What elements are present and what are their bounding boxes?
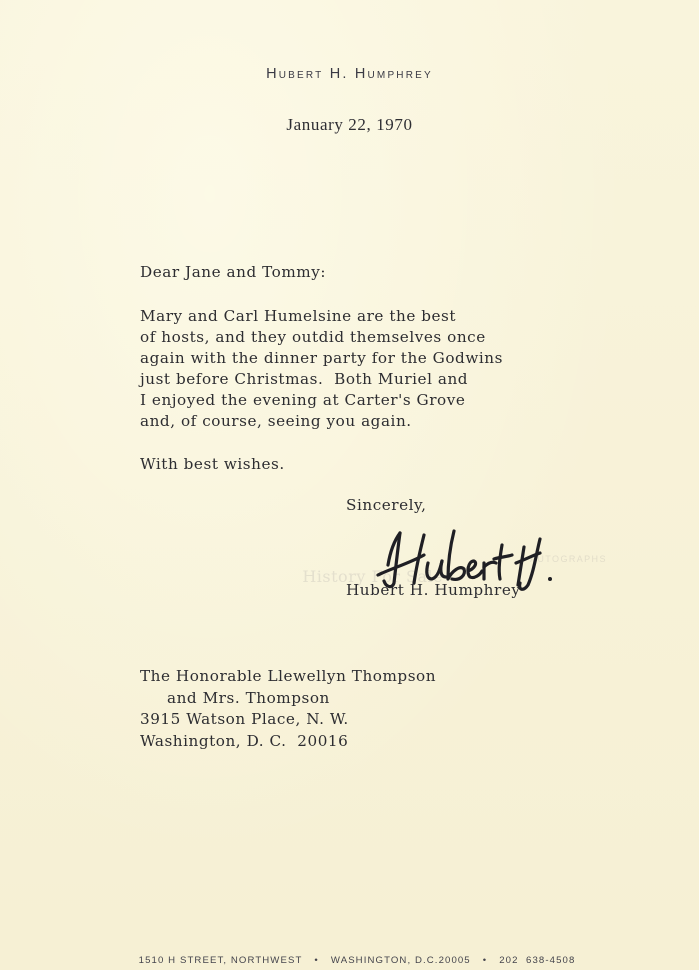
watermark-small: AUTOGRAPHS — [530, 554, 607, 564]
address-line-2: and Mrs. Thompson — [167, 688, 330, 707]
closing-line: With best wishes. — [140, 455, 285, 473]
address-line-1: The Honorable Llewellyn Thompson — [140, 667, 437, 685]
signer-name: Hubert H. Humphrey — [346, 581, 521, 599]
footer-separator: • — [314, 955, 319, 966]
letterhead: Hubert H. Humphrey — [266, 66, 433, 82]
sign-off: Sincerely, — [346, 496, 427, 514]
letter-date: January 22, 1970 — [286, 115, 413, 134]
footer-phone: 202 638-4508 — [499, 955, 576, 966]
watermark-main: History For Sale — [302, 567, 444, 586]
address-line-3: 3915 Watson Place, N. W. — [140, 710, 349, 728]
body-paragraph: Mary and Carl Humelsine are the best of hosts, and they outdid themselves once again with the dinner party for the Godwins just before Christmas. Both Muriel and I enjoyed the evening at Carter's Grove and, of course, seeing you again. — [140, 307, 503, 430]
footer-city: WASHINGTON, D.C.20005 — [330, 955, 471, 966]
salutation: Dear Jane and Tommy: — [140, 263, 327, 281]
address-line-4: Washington, D. C. 20016 — [140, 731, 349, 750]
recipient-address — [140, 666, 436, 752]
letterhead-footer — [0, 944, 699, 970]
footer-separator: • — [482, 955, 488, 966]
footer-street: 1510 H STREET, NORTHWEST — [138, 955, 303, 966]
